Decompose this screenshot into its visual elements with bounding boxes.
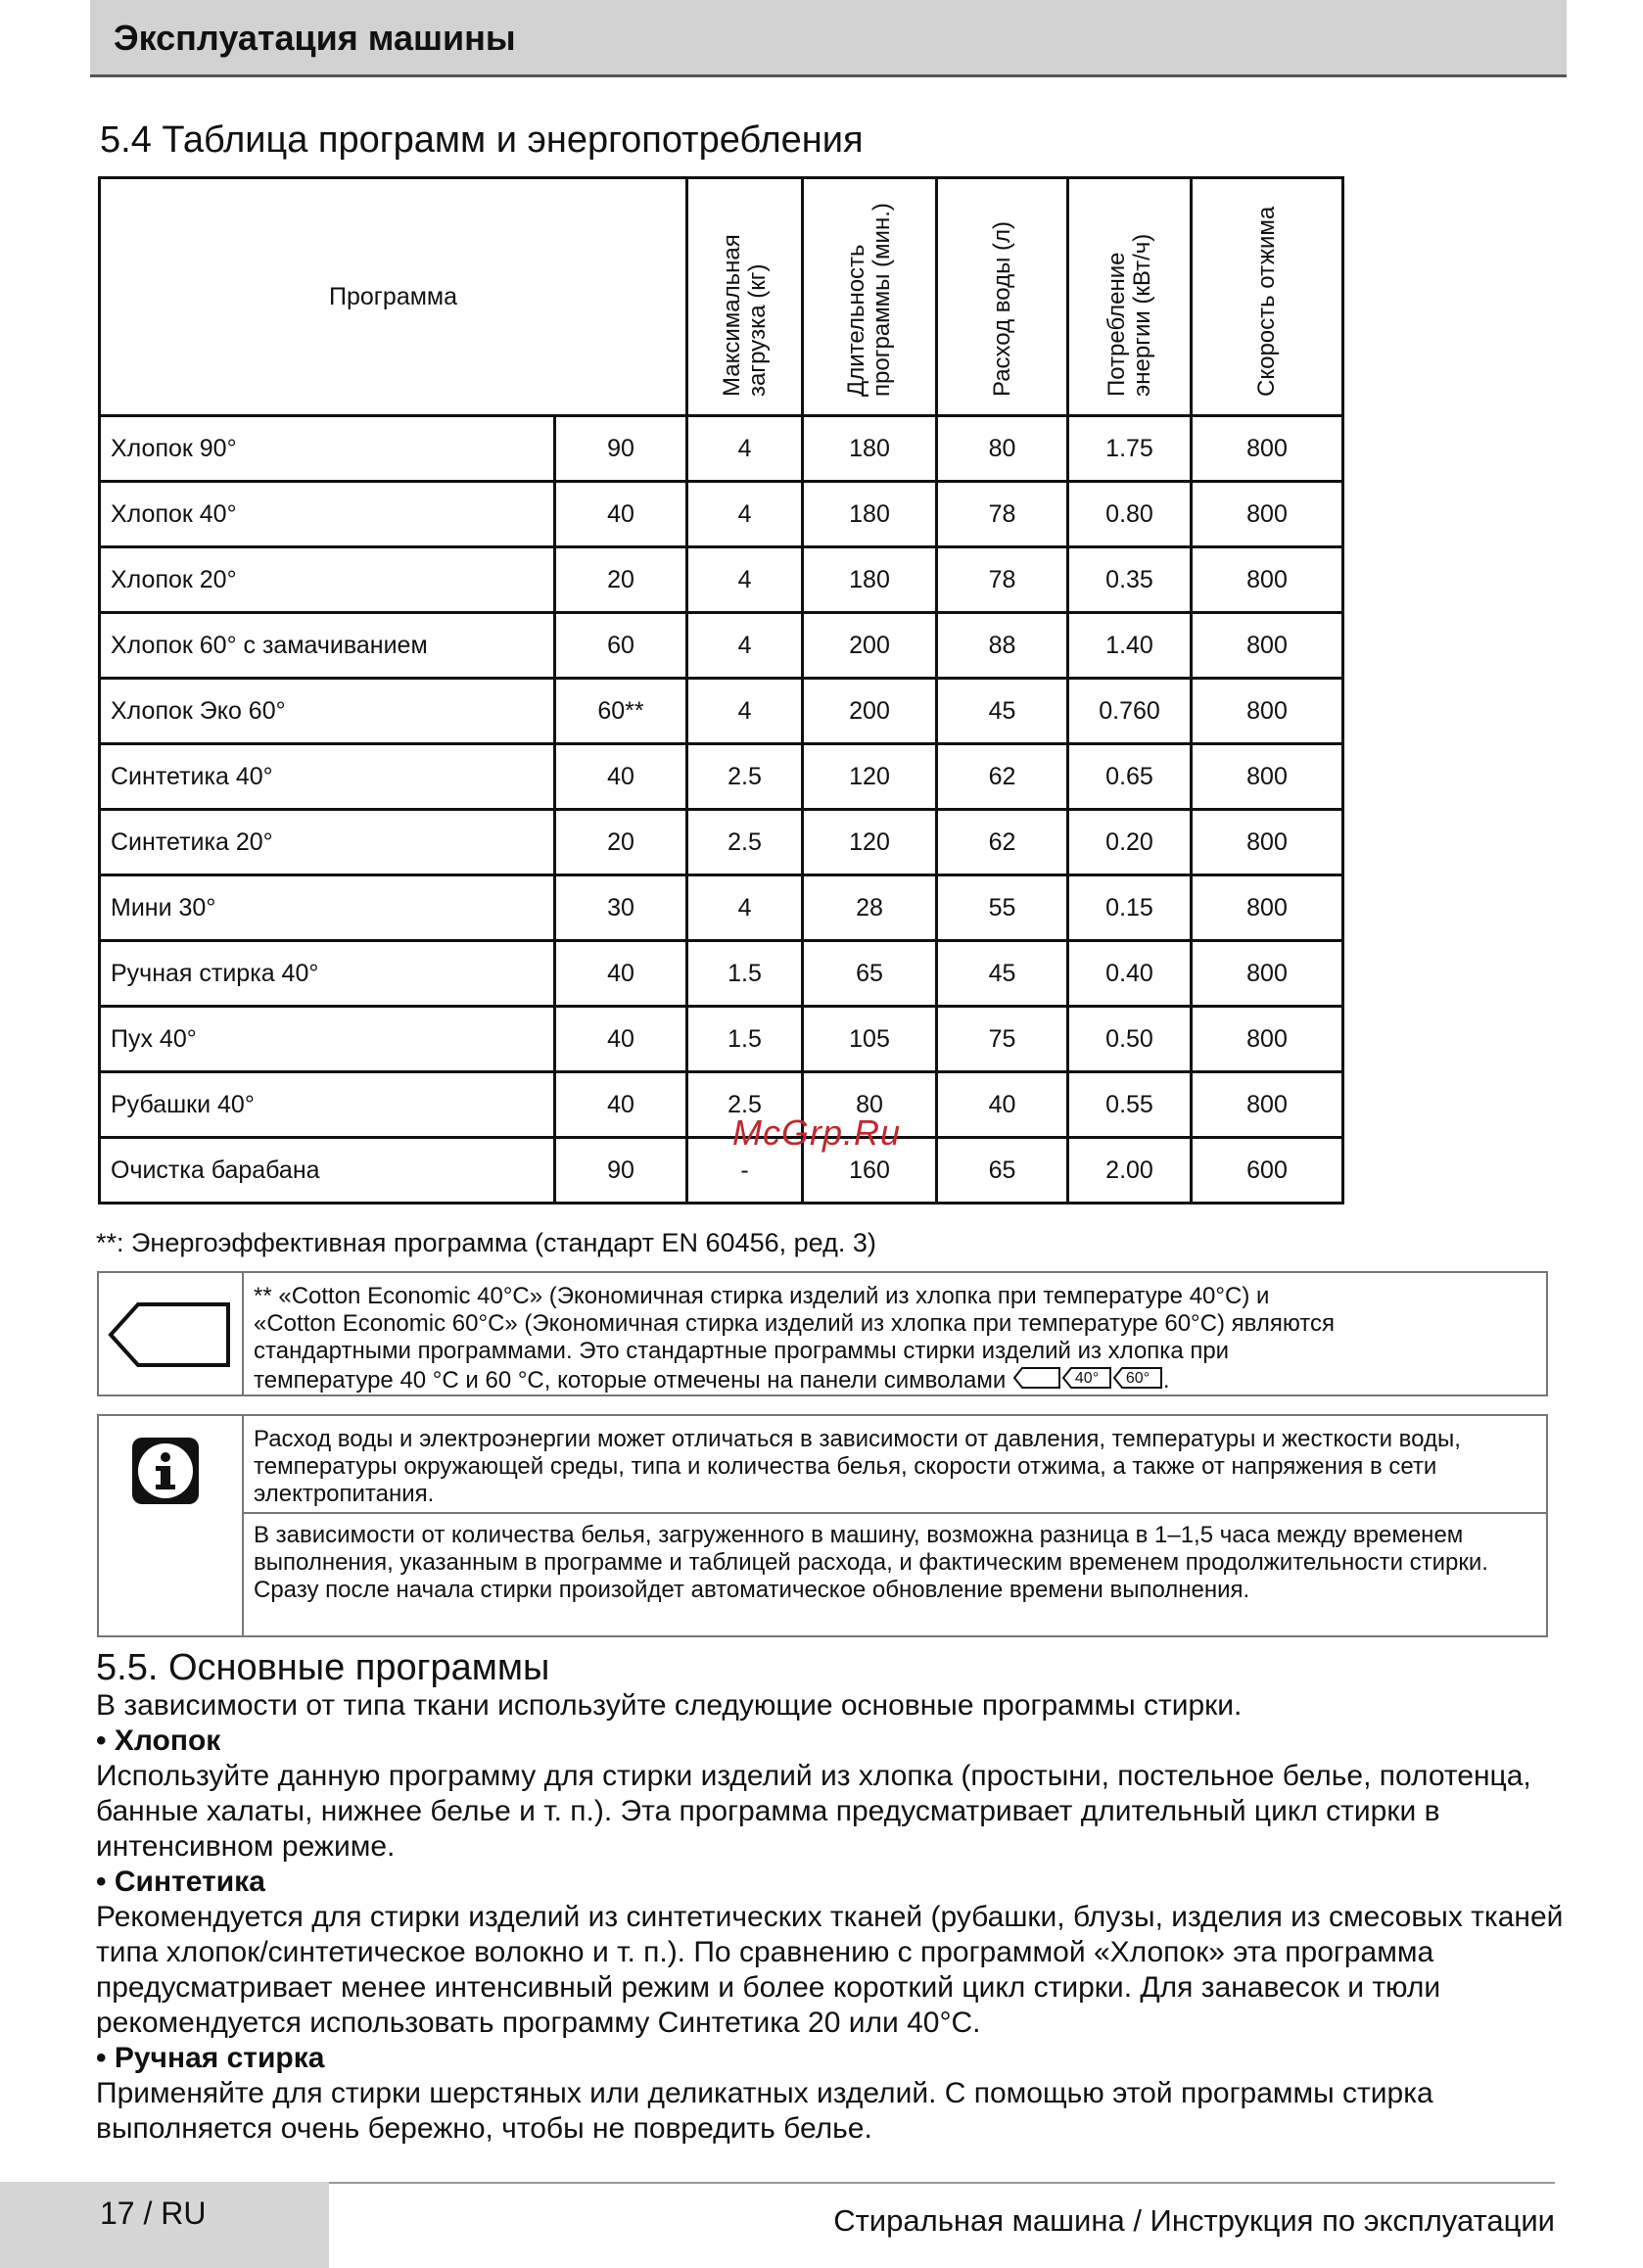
program-synthetic-text: Рекомендуется для стирки изделий из синтетических тканей (рубашки, блузы, изделия из смесовых тканей типа хлопок/синтетическое волокно и т. п.). По сравнению с программой «Хлопок» эта программа предусматривает менее интенсивный режим и более короткий цикл стирки. Для занавесок и тюли рекомендуется использовать программу Синтетика 20 или 40°С. — [96, 1901, 1564, 2039]
cell-program: Мини 30° — [100, 875, 555, 941]
header-water: Расход воды (л) — [937, 178, 1068, 416]
cell-temp: 60** — [555, 679, 687, 744]
section-5-5-body — [96, 1688, 1565, 2147]
cell-temp: 40 — [555, 482, 687, 547]
header-title: Эксплуатация машины — [114, 18, 516, 58]
cell-duration: 120 — [803, 744, 937, 810]
cell-program: Хлопок 60° с замачиванием — [100, 613, 555, 679]
header-spin: Скорость отжима — [1192, 178, 1343, 416]
tag-40-icon: 40° — [1061, 1365, 1112, 1397]
section-intro: В зависимости от типа ткани используйте следующие основные программы стирки. — [96, 1689, 1243, 1722]
footer-doc-title: Стиральная машина / Инструкция по эксплуатации — [833, 2203, 1555, 2238]
label-icon-cell — [99, 1273, 244, 1394]
label-note-line: температуре 40 °С и 60 °С, которые отмечены на панели символами 40° 60° . — [254, 1365, 1534, 1397]
cell-program: Хлопок 90° — [100, 416, 555, 482]
cell-duration: 28 — [803, 875, 937, 941]
cell-water: 55 — [937, 875, 1068, 941]
cell-temp: 60 — [555, 613, 687, 679]
cell-temp: 40 — [555, 941, 687, 1007]
cell-spin: 800 — [1192, 547, 1343, 613]
cell-duration: 80 — [803, 1072, 937, 1138]
cell-load: 4 — [687, 547, 803, 613]
info-icon — [99, 1416, 242, 1524]
cell-load: 4 — [687, 875, 803, 941]
cell-energy: 1.75 — [1068, 416, 1192, 482]
section-5-5-title: 5.5. Основные программы — [96, 1647, 550, 1688]
page-number-box — [0, 2182, 329, 2268]
cell-load: 1.5 — [687, 1007, 803, 1072]
cell-temp: 90 — [555, 416, 687, 482]
cell-duration: 65 — [803, 941, 937, 1007]
cell-duration: 200 — [803, 679, 937, 744]
header-max-load: Максимальная загрузка (кг) — [687, 178, 803, 416]
cell-load: 1.5 — [687, 941, 803, 1007]
header-bar — [90, 0, 1567, 77]
table-row — [100, 1138, 1343, 1204]
cell-water: 40 — [937, 1072, 1068, 1138]
program-handwash-text: Применяйте для стирки шерстяных или деликатных изделий. С помощью этой программы стирка выполняется очень бережно, чтобы не повредить белье. — [96, 2077, 1433, 2145]
table-row — [100, 810, 1343, 875]
cell-program: Синтетика 40° — [100, 744, 555, 810]
cell-water: 62 — [937, 810, 1068, 875]
cell-load: 4 — [687, 613, 803, 679]
cell-spin: 800 — [1192, 482, 1343, 547]
table-row — [100, 875, 1343, 941]
cell-load: 2.5 — [687, 744, 803, 810]
cell-spin: 800 — [1192, 416, 1343, 482]
header-energy: Потребление энергии (кВт/ч) — [1068, 178, 1192, 416]
cell-duration: 120 — [803, 810, 937, 875]
cell-program: Хлопок 40° — [100, 482, 555, 547]
cell-load: 4 — [687, 679, 803, 744]
cell-program: Пух 40° — [100, 1007, 555, 1072]
cell-program: Ручная стирка 40° — [100, 941, 555, 1007]
cell-load: 2.5 — [687, 1072, 803, 1138]
table-row — [100, 482, 1343, 547]
cell-temp: 40 — [555, 744, 687, 810]
cell-spin: 800 — [1192, 613, 1343, 679]
cell-energy: 2.00 — [1068, 1138, 1192, 1204]
cell-spin: 800 — [1192, 941, 1343, 1007]
cell-water: 65 — [937, 1138, 1068, 1204]
label-note-text — [254, 1283, 1534, 1397]
table-row — [100, 1072, 1343, 1138]
table-header-row — [100, 178, 1343, 416]
program-handwash-title: • Ручная стирка — [96, 2042, 325, 2074]
cell-load: 2.5 — [687, 810, 803, 875]
cell-program: Рубашки 40° — [100, 1072, 555, 1138]
cell-load: - — [687, 1138, 803, 1204]
table-row — [100, 1007, 1343, 1072]
cell-energy: 1.40 — [1068, 613, 1192, 679]
program-cotton-title: • Хлопок — [96, 1725, 221, 1757]
cell-water: 78 — [937, 482, 1068, 547]
cell-water: 88 — [937, 613, 1068, 679]
footnote: **: Энергоэффективная программа (стандарт EN 60456, ред. 3) — [96, 1228, 876, 1257]
cell-load: 4 — [687, 416, 803, 482]
page-number: 17 / RU — [100, 2196, 207, 2231]
cell-energy: 0.55 — [1068, 1072, 1192, 1138]
info-note-text-2: В зависимости от количества белья, загруженного в машину, возможна разница в 1–1,5 часа между временем выполнения, указанным в программе и таблицей расхода, и фактическим временем продолжительности стирки. Сразу после начала стирки произойдет автоматическое обновление времени выполнения. — [254, 1522, 1488, 1603]
cell-program: Хлопок 20° — [100, 547, 555, 613]
tag-symbol-icon — [1012, 1365, 1061, 1397]
cell-water: 78 — [937, 547, 1068, 613]
cell-energy: 0.65 — [1068, 744, 1192, 810]
cell-spin: 600 — [1192, 1138, 1343, 1204]
label-tag-icon — [99, 1273, 242, 1396]
table-row — [100, 547, 1343, 613]
cell-water: 75 — [937, 1007, 1068, 1072]
cell-duration: 200 — [803, 613, 937, 679]
cell-energy: 0.50 — [1068, 1007, 1192, 1072]
cell-program: Хлопок Эко 60° — [100, 679, 555, 744]
program-cotton-text: Используйте данную программу для стирки изделий из хлопка (простыни, постельное белье, полотенца, банные халаты, нижнее белье и т. п.). Эта программа предусматривает длительный цикл стирки в интенсивном режиме. — [96, 1760, 1531, 1863]
cell-program: Очистка барабана — [100, 1138, 555, 1204]
info-divider — [242, 1512, 1546, 1514]
cell-temp: 90 — [555, 1138, 687, 1204]
cell-duration: 180 — [803, 482, 937, 547]
cell-energy: 0.80 — [1068, 482, 1192, 547]
cell-load: 4 — [687, 482, 803, 547]
cell-duration: 105 — [803, 1007, 937, 1072]
table-row — [100, 613, 1343, 679]
table-row — [100, 744, 1343, 810]
header-duration: Длительность программы (мин.) — [803, 178, 937, 416]
cell-temp: 40 — [555, 1007, 687, 1072]
watermark: McGrp.Ru — [732, 1112, 902, 1153]
cell-spin: 800 — [1192, 810, 1343, 875]
section-5-4-title: 5.4 Таблица программ и энергопотребления — [100, 119, 864, 161]
program-synthetic-title: • Синтетика — [96, 1866, 265, 1898]
label-note-line: «Cotton Economic 60°C» (Экономичная стирка изделий из хлопка при температуре 60°C) являются — [254, 1310, 1336, 1337]
label-note-box — [97, 1271, 1548, 1396]
cell-temp: 20 — [555, 810, 687, 875]
program-table — [98, 176, 1344, 1205]
label-note-line: стандартными программами. Это стандартные программы стирки изделий из хлопка при — [254, 1338, 1230, 1364]
cell-spin: 800 — [1192, 1007, 1343, 1072]
cell-energy: 0.15 — [1068, 875, 1192, 941]
cell-energy: 0.20 — [1068, 810, 1192, 875]
label-note-line: ** «Cotton Economic 40°C» (Экономичная стирка изделий из хлопка при температуре 40°C) и — [254, 1283, 1270, 1309]
cell-water: 80 — [937, 416, 1068, 482]
cell-spin: 800 — [1192, 744, 1343, 810]
cell-energy: 0.40 — [1068, 941, 1192, 1007]
cell-program: Синтетика 20° — [100, 810, 555, 875]
cell-temp: 40 — [555, 1072, 687, 1138]
cell-energy: 0.35 — [1068, 547, 1192, 613]
cell-duration: 180 — [803, 547, 937, 613]
cell-water: 45 — [937, 679, 1068, 744]
cell-duration: 160 — [803, 1138, 937, 1204]
info-note-text-1: Расход воды и электроэнергии может отличаться в зависимости от давления, температуры и жесткости воды, температуры окружающей среды, типа и количества белья, скорости отжима, а также от напряжения в сети электропитания. — [254, 1426, 1461, 1507]
footer-divider — [329, 2182, 1555, 2184]
cell-spin: 800 — [1192, 875, 1343, 941]
header-program: Программа — [100, 178, 687, 416]
info-note-box — [97, 1414, 1548, 1637]
tag-60-icon: 60° — [1112, 1365, 1163, 1397]
cell-temp: 20 — [555, 547, 687, 613]
cell-duration: 180 — [803, 416, 937, 482]
footer — [0, 2182, 1643, 2268]
table-row — [100, 941, 1343, 1007]
cell-spin: 800 — [1192, 1072, 1343, 1138]
cell-water: 45 — [937, 941, 1068, 1007]
cell-energy: 0.760 — [1068, 679, 1192, 744]
info-icon-cell — [99, 1416, 244, 1635]
cell-temp: 30 — [555, 875, 687, 941]
cell-spin: 800 — [1192, 679, 1343, 744]
table-row — [100, 679, 1343, 744]
cell-water: 62 — [937, 744, 1068, 810]
table-row — [100, 416, 1343, 482]
